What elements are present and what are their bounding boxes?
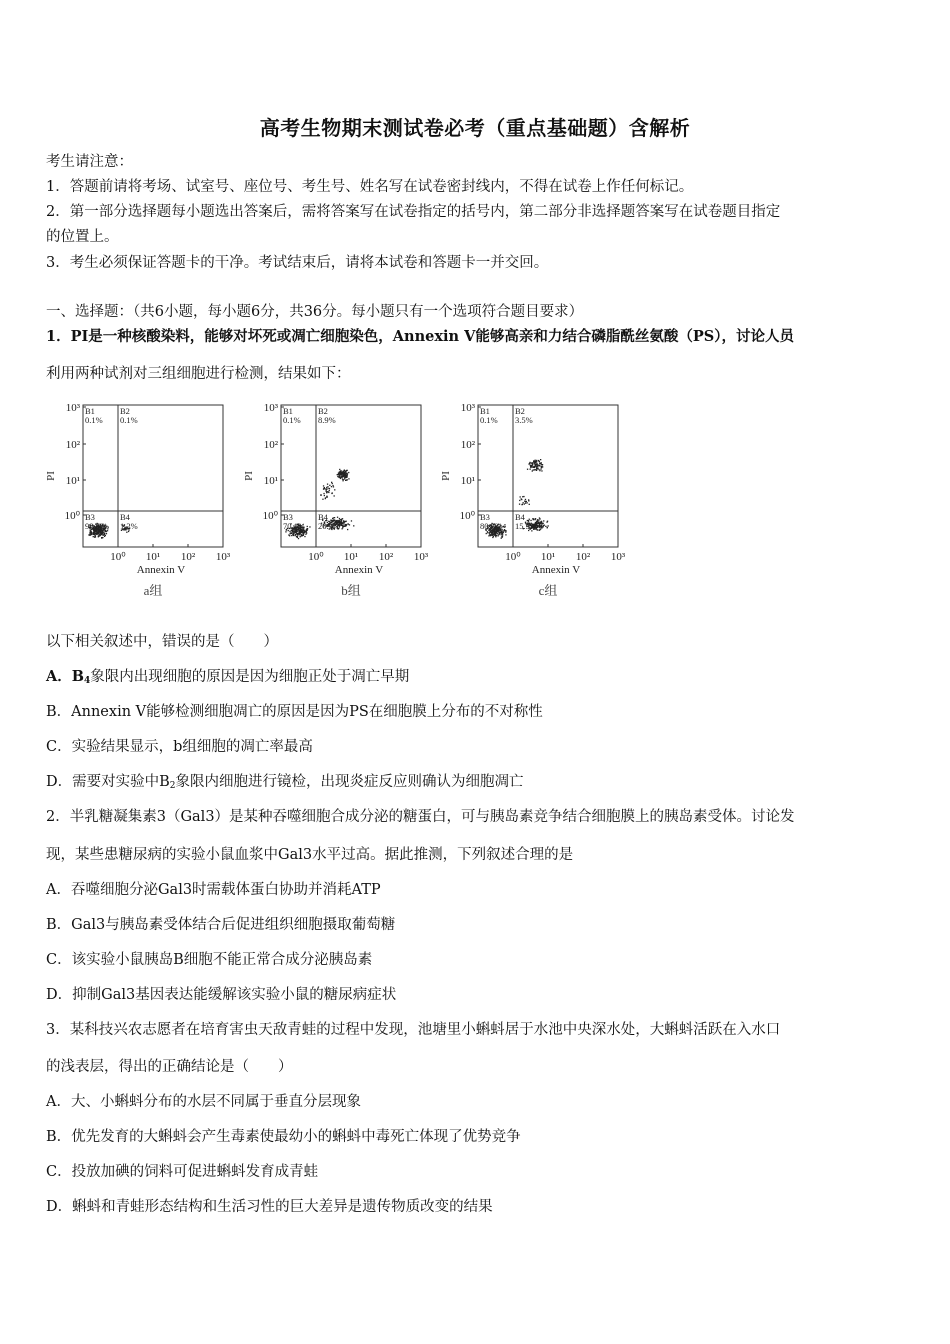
scatter-dot — [529, 462, 530, 463]
scatter-dot — [343, 471, 344, 472]
scatter-dot — [502, 537, 503, 538]
q3-option-c: C．投放加碘的饲料可促进蝌蚪发育成青蛙 — [46, 1164, 319, 1180]
x-tick-label: 10³ — [610, 551, 626, 563]
quadrant-b3-label: B3 — [480, 512, 490, 522]
scatter-dot — [486, 533, 487, 534]
scatter-dot — [346, 521, 347, 522]
scatter-dot — [342, 527, 343, 528]
scatter-dot — [344, 478, 345, 479]
scatter-dot — [339, 469, 340, 470]
scatter-dot — [344, 526, 345, 527]
x-axis-label: Annexin V — [136, 564, 186, 576]
scatter-dot — [540, 469, 541, 470]
scatter-dot — [525, 503, 526, 504]
page-title: 高考生物期末测试卷必考（重点基础题）含解析 — [259, 116, 691, 140]
x-tick-label: 10⁰ — [110, 551, 126, 563]
x-tick-label: 10¹ — [145, 551, 161, 563]
y-tick-label: 10¹ — [460, 475, 475, 487]
scatter-dot — [104, 533, 105, 534]
scatter-dot — [100, 533, 101, 534]
scatter-dot — [542, 466, 543, 467]
scatter-dot — [331, 486, 332, 487]
scatter-dot — [324, 487, 325, 488]
quadrant-b4-value: 20.9% — [318, 521, 340, 531]
scatter-dot — [501, 534, 502, 535]
quadrant-b4-label: B4 — [120, 512, 130, 522]
scatter-dot — [498, 535, 499, 536]
scatter-dot — [332, 492, 333, 493]
scatter-dot — [340, 478, 341, 479]
y-tick-label: 10³ — [263, 402, 278, 414]
scatter-dot — [97, 531, 98, 532]
scatter-dot — [304, 536, 305, 537]
scatter-dot — [340, 519, 341, 520]
scatter-dot — [502, 526, 503, 527]
scatter-dot — [342, 523, 343, 524]
scatter-plot-a — [40, 390, 240, 610]
scatter-dot — [325, 498, 326, 499]
scatter-dot — [487, 531, 488, 532]
scatter-dot — [345, 524, 346, 525]
scatter-dot — [529, 519, 530, 520]
scatter-dot — [348, 478, 349, 479]
q2-option-b: B．Gal3与胰岛素受体结合后促进组织细胞摄取葡萄糖 — [46, 917, 396, 933]
quadrant-b4-label: B4 — [318, 512, 328, 522]
x-tick-label: 10² — [575, 551, 591, 563]
quadrant-b3-value: 98.6% — [85, 521, 107, 531]
scatter-dot — [494, 534, 495, 535]
scatter-dot — [539, 465, 540, 466]
quadrant-b2-label: B2 — [120, 406, 130, 416]
scatter-dot — [523, 496, 524, 497]
q3-option-d: D．蝌蚪和青蛙形态结构和生活习性的巨大差异是遗传物质改变的结果 — [46, 1199, 493, 1215]
q1-option-b: B．Annexin V能够检测细胞凋亡的原因是因为PS在细胞膜上分布的不对称性 — [46, 704, 543, 720]
scatter-dot — [105, 535, 106, 536]
scatter-dot — [541, 527, 542, 528]
scatter-dot — [306, 530, 307, 531]
scatter-dot — [298, 538, 299, 539]
scatter-dot — [288, 534, 289, 535]
scatter-dot — [345, 477, 346, 478]
scatter-dot — [537, 519, 538, 520]
quadrant-b2-label: B2 — [318, 406, 328, 416]
scatter-dot — [537, 527, 538, 528]
scatter-dot — [324, 495, 325, 496]
y-tick-label: 10⁰ — [459, 510, 475, 522]
x-axis-label: Annexin V — [531, 564, 581, 576]
q1-ask: 以下相关叙述中，错误的是（ ） — [46, 634, 278, 650]
scatter-dot — [539, 529, 540, 530]
scatter-dot — [490, 535, 491, 536]
scatter-dot — [345, 471, 346, 472]
y-axis-label: PI — [440, 471, 452, 481]
x-tick-label: 10³ — [215, 551, 231, 563]
scatter-dot — [297, 534, 298, 535]
scatter-dot — [498, 534, 499, 535]
scatter-dot — [504, 529, 505, 530]
group-label: b组 — [341, 583, 361, 598]
x-tick-label: 10² — [180, 551, 196, 563]
scatter-dot — [502, 530, 503, 531]
scatter-dot — [519, 504, 520, 505]
scatter-dot — [353, 525, 354, 526]
quadrant-b3-label: B3 — [283, 512, 293, 522]
scatter-dot — [347, 523, 348, 524]
scatter-dot — [102, 533, 103, 534]
q1-stem-line2: 利用两种试剂对三组细胞进行检测，结果如下： — [46, 366, 351, 382]
quadrant-b2-label: B2 — [515, 406, 525, 416]
scatter-dot — [538, 520, 539, 521]
x-axis-label: Annexin V — [334, 564, 384, 576]
scatter-dot — [503, 532, 504, 533]
scatter-dot — [326, 496, 327, 497]
q1-option-c: C．实验结果显示，b组细胞的凋亡率最高 — [46, 739, 313, 755]
scatter-dot — [89, 534, 90, 535]
scatter-dot — [98, 532, 99, 533]
flow-cytometry-figures — [40, 390, 640, 610]
y-tick-label: 10¹ — [263, 475, 278, 487]
scatter-dot — [542, 464, 543, 465]
scatter-dot — [541, 522, 542, 523]
quadrant-b1-value: 0.1% — [85, 415, 103, 425]
quadrant-b2-value: 8.9% — [318, 415, 336, 425]
scatter-dot — [341, 525, 342, 526]
scatter-dot — [326, 487, 327, 488]
notice-item-1: 1．答题前请将考场、试室号、座位号、考生号、姓名写在试卷密封线内，不得在试卷上作任何标记。 — [46, 179, 694, 195]
quadrant-b2-value: 0.1% — [120, 415, 138, 425]
scatter-dot — [521, 504, 522, 505]
quadrant-b1-label: B1 — [85, 406, 95, 416]
scatter-dot — [343, 524, 344, 525]
scatter-dot — [101, 537, 102, 538]
scatter-dot — [347, 529, 348, 530]
scatter-dot — [495, 532, 496, 533]
scatter-dot — [297, 536, 298, 537]
scatter-dot — [343, 479, 344, 480]
scatter-dot — [292, 533, 293, 534]
scatter-dot — [333, 486, 334, 487]
q1-option-a: A．$B_4$象限内出现细胞的原因是因为细胞正处于凋亡早期 — [46, 668, 410, 686]
scatter-dot — [533, 469, 534, 470]
quadrant-b3-label: B3 — [85, 512, 95, 522]
scatter-dot — [504, 524, 505, 525]
y-tick-label: 10² — [460, 439, 475, 451]
scatter-dot — [338, 474, 339, 475]
x-tick-label: 10⁰ — [505, 551, 521, 563]
section-heading: 一、选择题：（共6小题，每小题6分，共36分。每小题只有一个选项符合题目要求） — [46, 304, 584, 320]
scatter-dot — [543, 520, 544, 521]
scatter-dot — [530, 469, 531, 470]
scatter-dot — [532, 463, 533, 464]
scatter-dot — [126, 532, 127, 533]
scatter-dot — [529, 504, 530, 505]
q3-option-a: A．大、小蝌蚪分布的水层不同属于垂直分层现象 — [46, 1094, 361, 1110]
scatter-dot — [302, 533, 303, 534]
scatter-dot — [324, 488, 325, 489]
scatter-dot — [290, 533, 291, 534]
scatter-dot — [505, 532, 506, 533]
scatter-dot — [521, 498, 522, 499]
scatter-dot — [529, 463, 530, 464]
scatter-dot — [502, 535, 503, 536]
scatter-dot — [103, 535, 104, 536]
q1-stem-line1: 1．PI是一种核酸染料，能够对坏死或凋亡细胞染色，Annexin V能够高亲和力结合磷脂酰丝氨酸（PS），讨论人员 — [46, 328, 794, 345]
q2-stem-line2: 现，某些患糖尿病的实验小鼠血浆中Gal3水平过高。据此推测，下列叙述合理的是 — [46, 847, 574, 863]
scatter-dot — [293, 535, 294, 536]
y-axis-label: PI — [243, 471, 255, 481]
quadrant-b4-value: 15.5% — [515, 521, 537, 531]
scatter-dot — [307, 526, 308, 527]
group-label: c组 — [538, 583, 558, 598]
scatter-dot — [539, 517, 540, 518]
scatter-dot — [333, 517, 334, 518]
scatter-dot — [538, 460, 539, 461]
x-tick-label: 10³ — [413, 551, 429, 563]
scatter-dot — [540, 525, 541, 526]
scatter-dot — [291, 535, 292, 536]
scatter-dot — [520, 496, 521, 497]
scatter-dot — [93, 534, 94, 535]
scatter-dot — [321, 494, 322, 495]
scatter-dot — [533, 460, 534, 461]
scatter-dot — [532, 464, 533, 465]
scatter-dot — [300, 536, 301, 537]
scatter-dot — [504, 527, 505, 528]
scatter-dot — [498, 532, 499, 533]
scatter-dot — [540, 459, 541, 460]
quadrant-b3-value: 80.9% — [480, 521, 502, 531]
scatter-dot — [107, 530, 108, 531]
scatter-dot — [539, 523, 540, 524]
y-tick-label: 10⁰ — [262, 510, 278, 522]
y-tick-label: 10² — [263, 439, 278, 451]
scatter-dot — [522, 496, 523, 497]
scatter-dot — [345, 480, 346, 481]
scatter-dot — [102, 537, 103, 538]
scatter-dot — [307, 528, 308, 529]
scatter-dot — [306, 531, 307, 532]
scatter-dot — [339, 471, 340, 472]
scatter-dot — [541, 466, 542, 467]
scatter-dot — [537, 521, 538, 522]
scatter-dot — [541, 470, 542, 471]
scatter-dot — [329, 488, 330, 489]
scatter-dot — [323, 485, 324, 486]
quadrant-b3-value: 70.1% — [283, 521, 305, 531]
scatter-dot — [342, 526, 343, 527]
scatter-dot — [332, 483, 333, 484]
scatter-dot — [537, 525, 538, 526]
scatter-dot — [535, 465, 536, 466]
scatter-dot — [305, 534, 306, 535]
x-tick-label: 10¹ — [343, 551, 359, 563]
quadrant-b1-value: 0.1% — [283, 415, 301, 425]
scatter-dot — [492, 533, 493, 534]
scatter-dot — [341, 473, 342, 474]
scatter-dot — [339, 518, 340, 519]
scatter-dot — [495, 536, 496, 537]
scatter-dot — [334, 517, 335, 518]
scatter-dot — [338, 473, 339, 474]
scatter-dot — [337, 517, 338, 518]
q1-option-d: D．需要对实验中$B_2$象限内细胞进行镜检，出现炎症反应则确认为细胞凋亡 — [46, 774, 524, 791]
scatter-dot — [93, 532, 94, 533]
q3-stem-line1: 3．某科技兴农志愿者在培育害虫天敌青蛙的过程中发现，池塘里小蝌蚪居于水池中央深水处，大蝌蚪活跃在入水口 — [46, 1022, 781, 1038]
scatter-dot — [526, 501, 527, 502]
quadrant-b2-value: 3.5% — [515, 415, 533, 425]
scatter-dot — [345, 472, 346, 473]
scatter-dot — [329, 490, 330, 491]
scatter-dot — [339, 476, 340, 477]
scatter-dot — [329, 485, 330, 486]
scatter-dot — [519, 500, 520, 501]
scatter-dot — [540, 463, 541, 464]
scatter-dot — [285, 531, 286, 532]
notice-item-3: 3．考生必须保证答题卡的干净。考试结束后，请将本试卷和答题卡一并交回。 — [46, 255, 549, 271]
y-tick-label: 10³ — [460, 402, 475, 414]
q3-option-b: B．优先发育的大蝌蚪会产生毒素使最幼小的蝌蚪中毒死亡体现了优势竞争 — [46, 1129, 521, 1145]
scatter-dot — [332, 485, 333, 486]
notice-item-2: 2．第一部分选择题每小题选出答案后，需将答案写在试卷指定的括号内，第二部分非选择题答案写在试卷题目指定 — [46, 204, 781, 220]
scatter-dot — [98, 536, 99, 537]
scatter-dot — [543, 526, 544, 527]
scatter-dot — [348, 472, 349, 473]
scatter-dot — [299, 533, 300, 534]
scatter-dot — [106, 533, 107, 534]
scatter-dot — [341, 472, 342, 473]
scatter-dot — [327, 486, 328, 487]
y-axis-label: PI — [45, 471, 57, 481]
scatter-dot — [93, 536, 94, 537]
scatter-dot — [547, 527, 548, 528]
scatter-dot — [524, 503, 525, 504]
scatter-dot — [530, 465, 531, 466]
scatter-dot — [540, 523, 541, 524]
scatter-dot — [527, 469, 528, 470]
q3-stem-line2: 的浅表层，得出的正确结论是（ ） — [46, 1059, 293, 1075]
scatter-dot — [94, 535, 95, 536]
scatter-dot — [108, 527, 109, 528]
scatter-dot — [343, 472, 344, 473]
scatter-dot — [492, 537, 493, 538]
scatter-dot — [343, 521, 344, 522]
scatter-dot — [537, 466, 538, 467]
scatter-dot — [347, 479, 348, 480]
scatter-dot — [342, 518, 343, 519]
quadrant-b1-label: B1 — [480, 406, 490, 416]
quadrant-b4-label: B4 — [515, 512, 525, 522]
scatter-dot — [545, 526, 546, 527]
scatter-dot — [102, 532, 103, 533]
scatter-dot — [326, 488, 327, 489]
scatter-dot — [306, 532, 307, 533]
q2-option-a: A．吞噬细胞分泌Gal3时需载体蛋白协助并消耗ATP — [46, 882, 381, 898]
scatter-dot — [340, 470, 341, 471]
scatter-plot-c — [435, 390, 635, 610]
quadrant-b4-value: 1.2% — [120, 521, 138, 531]
scatter-dot — [323, 493, 324, 494]
scatter-dot — [505, 534, 506, 535]
scatter-dot — [536, 463, 537, 464]
y-tick-label: 10² — [65, 439, 80, 451]
scatter-dot — [538, 525, 539, 526]
scatter-dot — [349, 524, 350, 525]
scatter-dot — [347, 473, 348, 474]
scatter-dot — [303, 535, 304, 536]
scatter-dot — [536, 461, 537, 462]
q2-option-d: D．抑制Gal3基因表达能缓解该实验小鼠的糖尿病症状 — [46, 987, 397, 1003]
scatter-dot — [496, 532, 497, 533]
scatter-dot — [334, 489, 335, 490]
scatter-dot — [528, 499, 529, 500]
y-tick-label: 10¹ — [65, 475, 80, 487]
group-label: a组 — [143, 583, 163, 598]
scatter-dot — [489, 533, 490, 534]
scatter-dot — [533, 467, 534, 468]
y-tick-label: 10⁰ — [64, 510, 80, 522]
scatter-dot — [343, 522, 344, 523]
notice-item-2-cont: 的位置上。 — [46, 229, 119, 245]
scatter-dot — [293, 531, 294, 532]
x-tick-label: 10¹ — [540, 551, 556, 563]
scatter-dot — [295, 534, 296, 535]
quadrant-b1-label: B1 — [283, 406, 293, 416]
scatter-dot — [537, 468, 538, 469]
scatter-dot — [322, 499, 323, 500]
scatter-dot — [344, 474, 345, 475]
scatter-dot — [351, 520, 352, 521]
x-tick-label: 10² — [378, 551, 394, 563]
scatter-dot — [534, 469, 535, 470]
q2-stem-line1: 2．半乳糖凝集素3（Gal3）是某种吞噬细胞合成分泌的糖蛋白，可与胰岛素竞争结合细胞膜上的胰岛素受体。讨论发 — [46, 809, 795, 825]
scatter-dot — [331, 482, 332, 483]
quadrant-b1-value: 0.1% — [480, 415, 498, 425]
scatter-plot-b — [238, 390, 438, 610]
x-tick-label: 10⁰ — [308, 551, 324, 563]
scatter-dot — [548, 525, 549, 526]
scatter-dot — [334, 495, 335, 496]
scatter-dot — [523, 502, 524, 503]
q2-option-c: C．该实验小鼠胰岛B细胞不能正常合成分泌胰岛素 — [46, 952, 373, 968]
scatter-dot — [493, 531, 494, 532]
scatter-dot — [533, 462, 534, 463]
scatter-dot — [525, 499, 526, 500]
notice-heading: 考生请注意： — [46, 154, 133, 170]
scatter-dot — [309, 526, 310, 527]
scatter-dot — [95, 532, 96, 533]
y-tick-label: 10³ — [65, 402, 80, 414]
scatter-dot — [107, 528, 108, 529]
scatter-dot — [539, 463, 540, 464]
scatter-dot — [546, 522, 547, 523]
scatter-dot — [540, 521, 541, 522]
scatter-dot — [327, 491, 328, 492]
scatter-dot — [106, 531, 107, 532]
scatter-dot — [341, 476, 342, 477]
scatter-dot — [527, 502, 528, 503]
scatter-dot — [488, 535, 489, 536]
scatter-dot — [544, 525, 545, 526]
scatter-dot — [327, 484, 328, 485]
scatter-dot — [344, 470, 345, 471]
scatter-dot — [534, 461, 535, 462]
